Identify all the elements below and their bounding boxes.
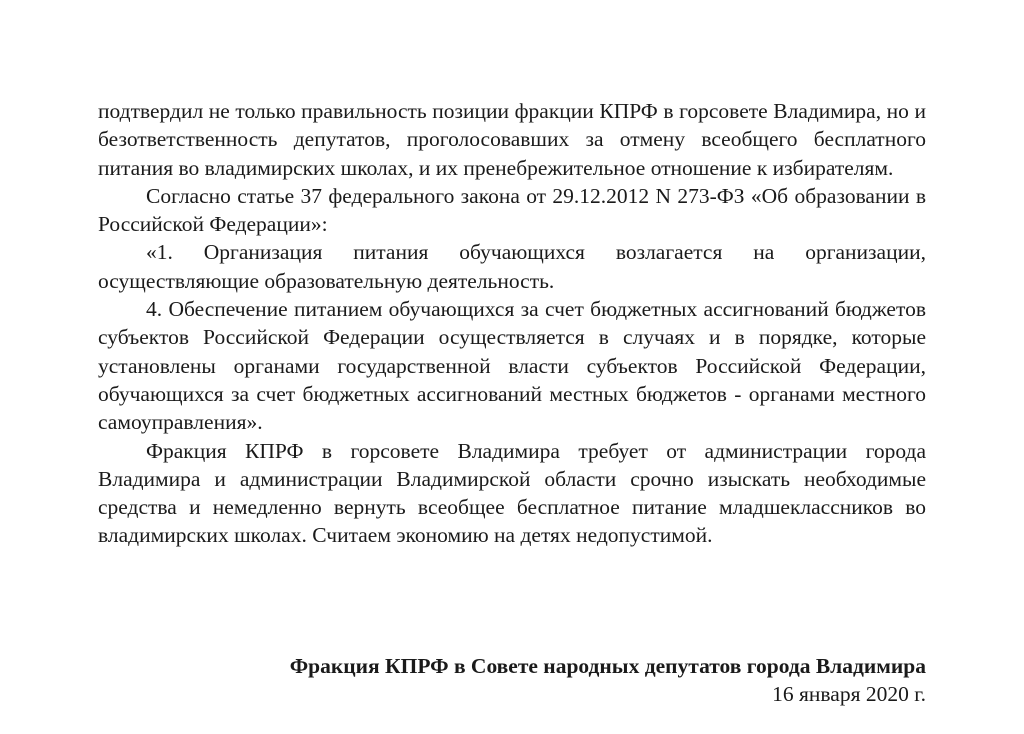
signature-date: 16 января 2020 г. [772,682,926,707]
paragraph-law-reference: Согласно статье 37 федерального закона от 29.12.2012 N 273-ФЗ «Об образовании в Российской Федерации»: [98,183,926,237]
paragraph-continuation: подтвердил не только правильность позиции фракции КПРФ в горсовете Владимира, но и безответственность депутатов, проголосовавших за отмену всеобщего бесплатного питания во владимирских школах, и их пренебрежительное отношение к избирателям. [98,99,926,180]
paragraph-quote-item-1: «1. Организация питания обучающихся возлагается на организации, осуществляющие образовательную деятельность. [98,240,926,293]
signature-block [98,652,926,709]
paragraph-quote-item-4: 4. Обеспечение питанием обучающихся за счет бюджетных ассигнований бюджетов субъектов Российской Федерации осуществляется в случаях и в порядке, которые установлены органами государственной власти субъектов Российской Федерации, обучающихся за счет бюджетных ассигнований местных бюджетов - органами местного самоуправления». [98,297,926,435]
document-body [98,97,926,550]
signature-organization: Фракция КПРФ в Совете народных депутатов города Владимира [289,654,926,678]
paragraph-demand: Фракция КПРФ в горсовете Владимира требует от администрации города Владимира и администрации Владимирской области срочно изыскать необходимые средства и немедленно вернуть всеобщее бесплатное питание младшеклассников во владимирских школах. Считаем экономию на детях недопустимой. [98,438,926,548]
